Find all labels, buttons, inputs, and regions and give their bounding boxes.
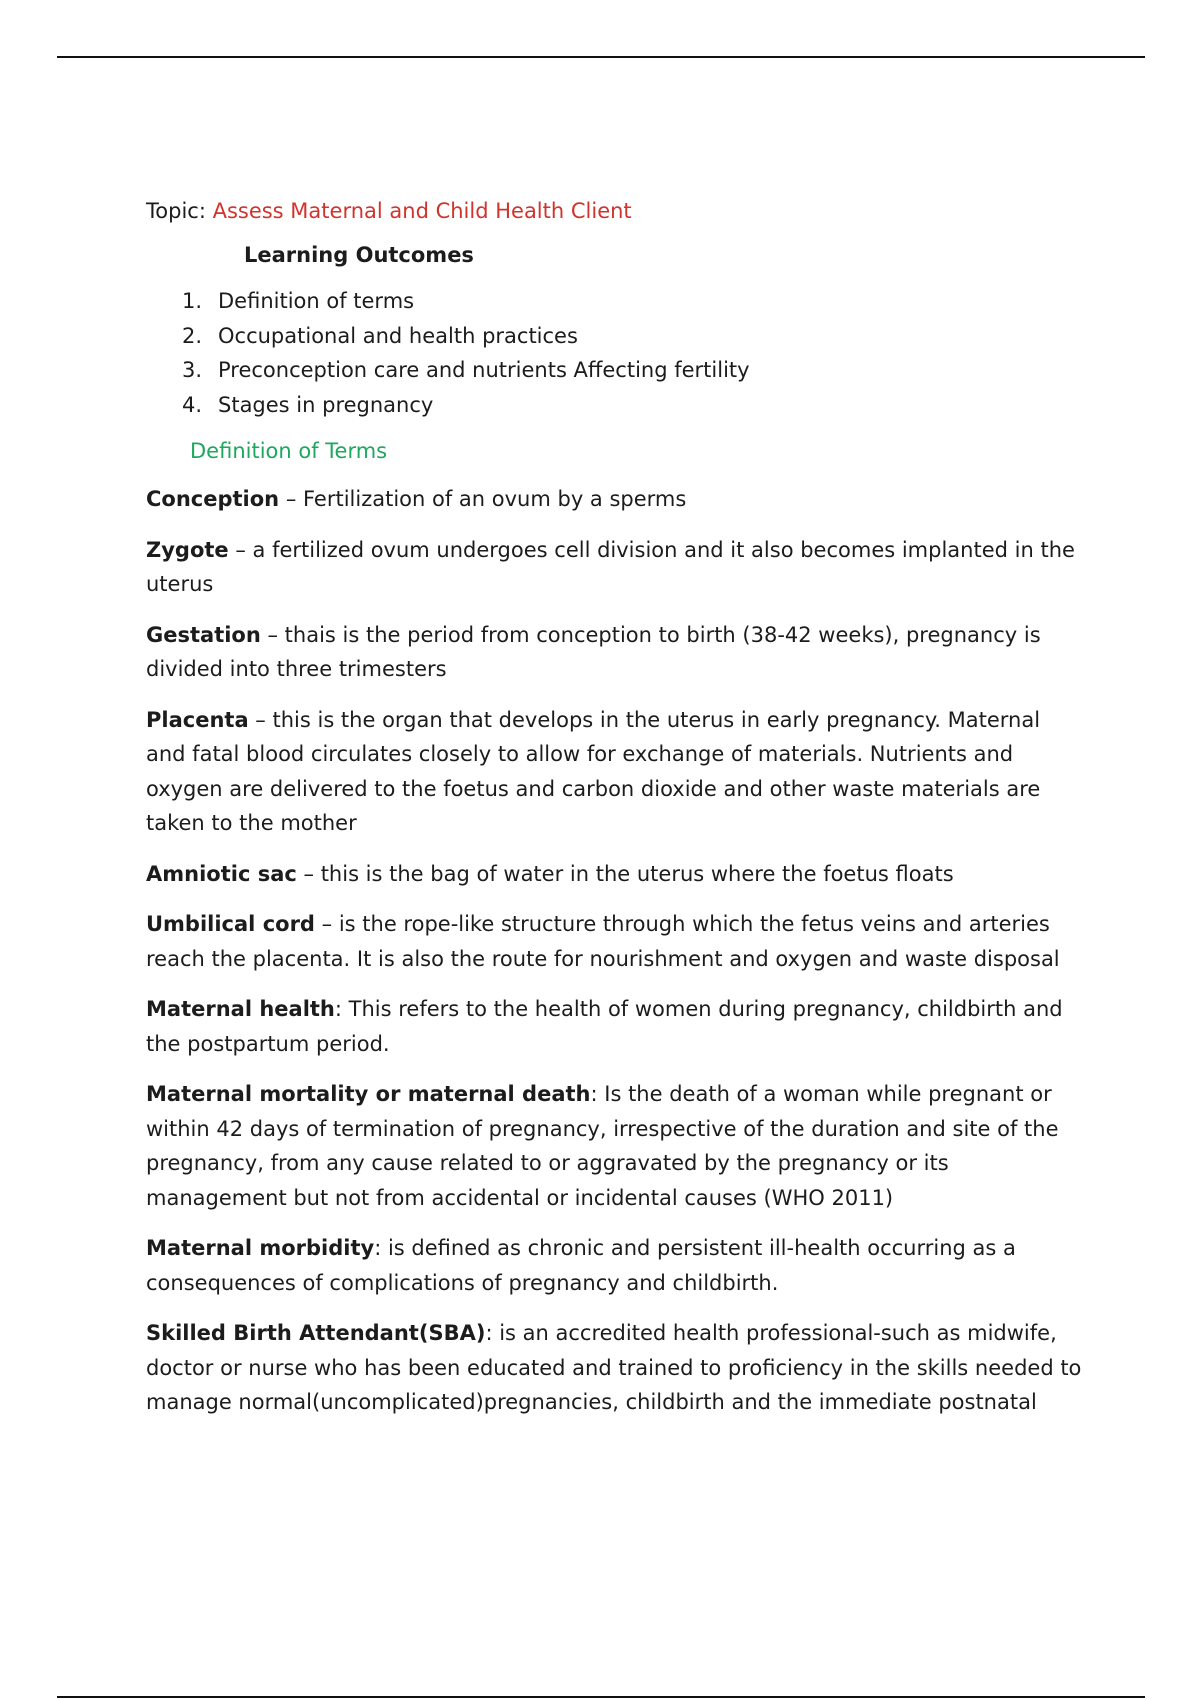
definition-maternal-morbidity	[146, 1231, 1086, 1300]
definition-text: Is the death of a woman while pregnant or within 42 days of termination of pregnancy, irrespective of the duration and site of the pregnancy, from any cause related to or aggravated by the pregnancy or its management but not from accidental or incidental causes (WHO 2011)	[146, 1082, 1059, 1210]
definition-term: Skilled Birth Attendant(SBA)	[146, 1321, 486, 1345]
definition-maternal-health	[146, 992, 1086, 1061]
definition-text: Fertilization of an ovum by a sperms	[303, 487, 687, 511]
definition-skilled-birth-attendant	[146, 1316, 1086, 1420]
definition-separator: :	[485, 1321, 500, 1345]
definition-gestation	[146, 618, 1086, 687]
top-rule	[57, 56, 1145, 58]
definition-amniotic-sac	[146, 857, 1086, 892]
definition-term: Gestation	[146, 622, 261, 647]
list-item	[182, 319, 1086, 354]
definition-term: Maternal health	[146, 997, 335, 1021]
list-item	[182, 388, 1086, 423]
definition-term: Umbilical cord	[146, 912, 315, 936]
list-item-text: Stages in pregnancy	[218, 392, 434, 417]
definition-term: Conception	[146, 487, 280, 511]
definition-term: Placenta	[146, 707, 249, 732]
definition-separator: –	[260, 622, 285, 647]
list-item-number: 4.	[182, 392, 203, 417]
list-item-text: Preconception care and nutrients Affecting fertility	[218, 358, 750, 382]
definition-term: Amniotic sac	[146, 861, 297, 886]
section-heading-definitions: Definition of Terms	[190, 439, 388, 463]
definitions-list	[146, 482, 1086, 1420]
document-body	[146, 194, 1086, 1436]
definition-separator: :	[590, 1082, 605, 1106]
list-item-number: 2.	[182, 323, 203, 348]
definition-text: this is the bag of water in the uterus where the foetus floats	[320, 861, 954, 886]
definition-umbilical-cord	[146, 907, 1086, 976]
definition-separator: –	[248, 707, 273, 732]
definition-term: Zygote	[146, 537, 229, 562]
bottom-rule	[57, 1696, 1145, 1698]
definition-separator: –	[314, 912, 339, 936]
definition-text: is the rope-like structure through which the fetus veins and arteries reach the placenta. It is also the route for nourishment and oxygen and waste disposal	[146, 912, 1060, 971]
list-item-text: Occupational and health practices	[218, 323, 578, 348]
list-item	[182, 284, 1086, 319]
learning-outcomes-list	[182, 284, 1086, 422]
definition-text: is defined as chronic and persistent ill-health occurring as a consequences of complications of pregnancy and childbirth.	[146, 1236, 1016, 1295]
definition-separator: :	[334, 997, 349, 1021]
definition-text: is an accredited health professional-such as midwife, doctor or nurse who has been educated and trained to proficiency in the skills needed to manage normal(uncomplicated)pregnancies, childbirth and the immediate postnatal	[146, 1321, 1082, 1414]
definition-term: Maternal morbidity	[146, 1236, 375, 1260]
definition-placenta	[146, 703, 1086, 841]
topic-line	[146, 194, 1086, 228]
list-item	[182, 353, 1086, 388]
learning-outcomes-heading: Learning Outcomes	[244, 243, 474, 267]
definition-text: This refers to the health of women during pregnancy, childbirth and the postpartum period.	[146, 997, 1063, 1056]
list-item-number: 3.	[182, 358, 203, 382]
definition-maternal-mortality	[146, 1077, 1086, 1215]
definition-text: a fertilized ovum undergoes cell division and it also becomes implanted in the uterus	[146, 537, 1075, 596]
definition-term: Maternal mortality or maternal death	[146, 1082, 591, 1106]
topic-title: Assess Maternal and Child Health Client	[212, 199, 632, 223]
definition-zygote	[146, 533, 1086, 602]
definition-separator: –	[228, 537, 253, 562]
definition-text: this is the organ that develops in the uterus in early pregnancy. Maternal and fatal blood circulates closely to allow for exchange of materials. Nutrients and oxygen are delivered to the foetus and carbon dioxide and other waste materials are taken to the mother	[146, 707, 1041, 835]
definition-separator: –	[279, 487, 303, 511]
topic-prefix: Topic:	[146, 199, 213, 223]
list-item-number: 1.	[182, 289, 203, 313]
definition-separator: :	[374, 1236, 388, 1260]
list-item-text: Definition of terms	[218, 289, 415, 313]
definition-text: thais is the period from conception to birth (38-42 weeks), pregnancy is divided into three trimesters	[146, 622, 1041, 681]
definition-conception	[146, 482, 1086, 517]
definition-separator: –	[296, 861, 321, 886]
